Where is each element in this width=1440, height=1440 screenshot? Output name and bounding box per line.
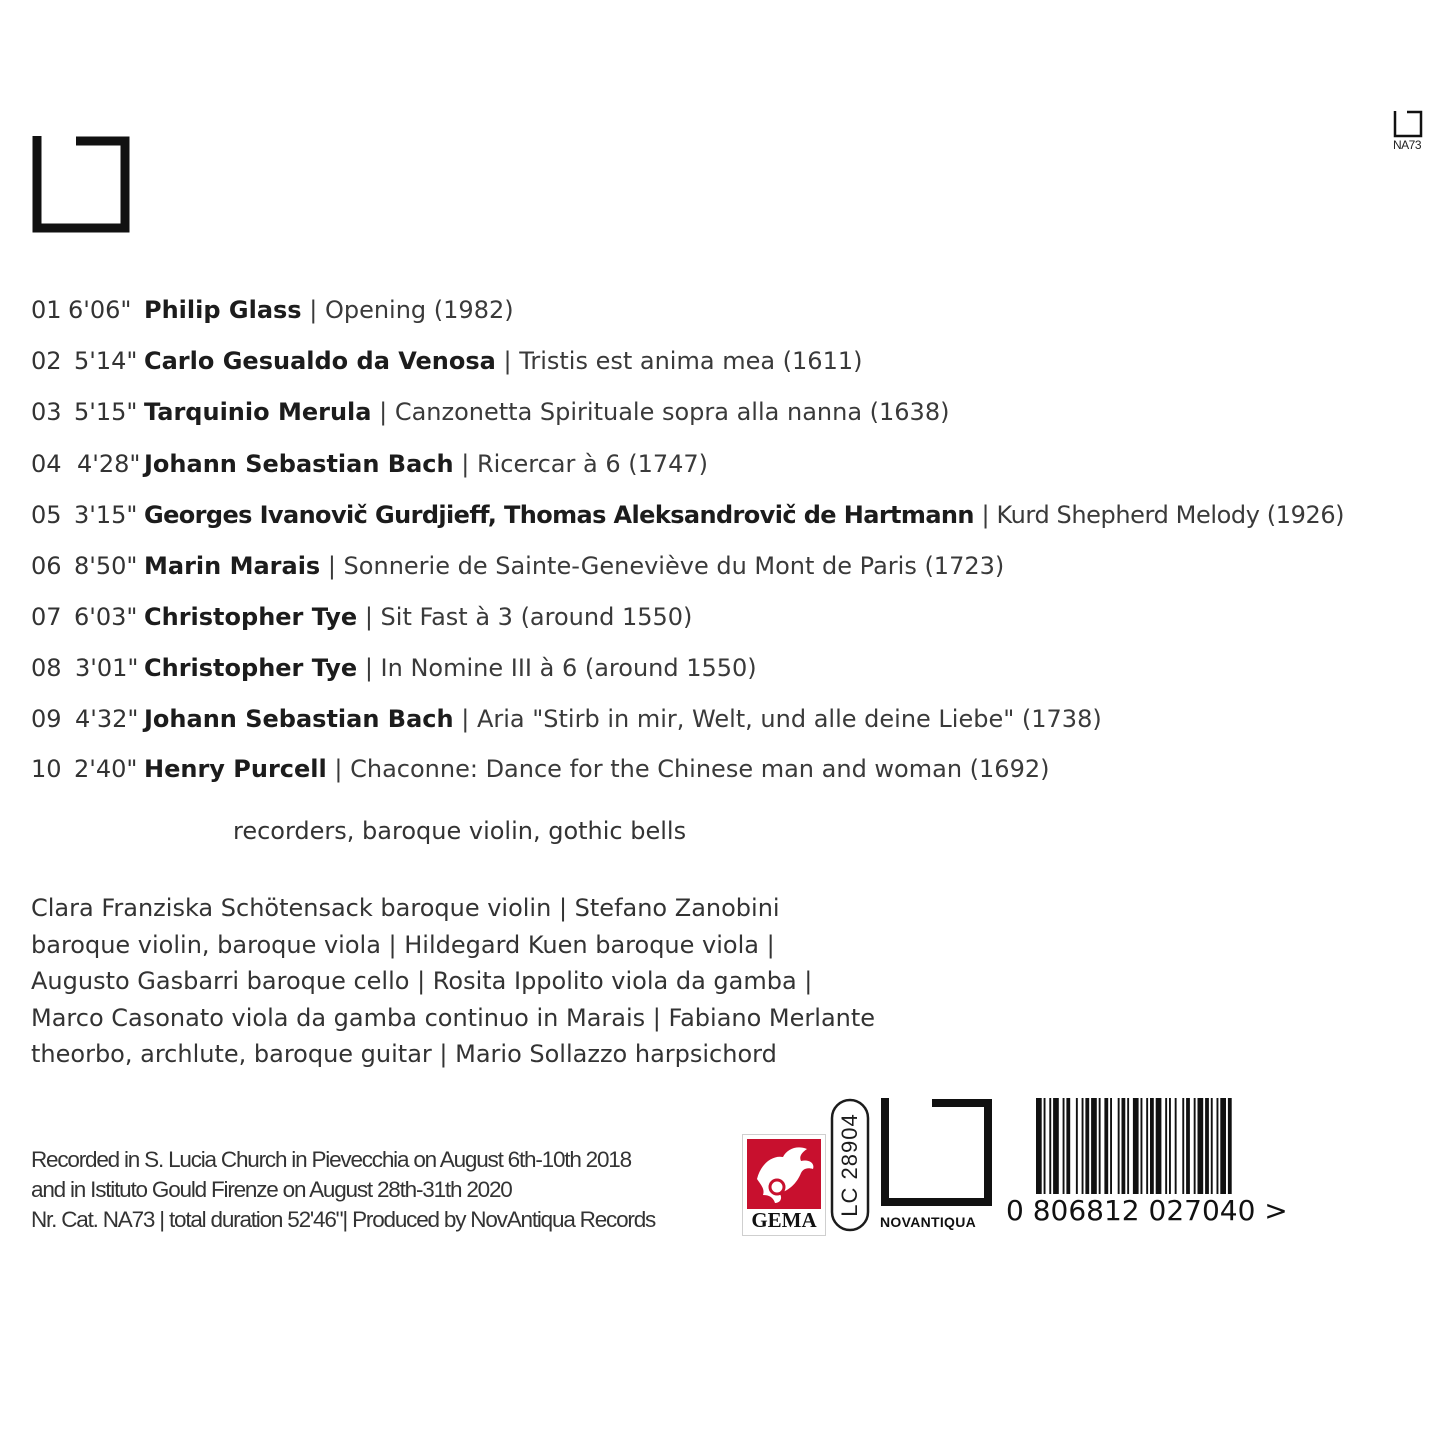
- barcode-bar: [1217, 1098, 1219, 1194]
- barcode-bar: [1186, 1098, 1190, 1194]
- barcode-bar: [1211, 1098, 1213, 1194]
- barcode-bar: [1118, 1098, 1120, 1194]
- barcode-bar: [1082, 1098, 1084, 1194]
- track-number: 06: [31, 552, 62, 580]
- track-duration: 5'15": [74, 398, 138, 426]
- track-description: [144, 344, 862, 378]
- performers-block: [31, 890, 951, 1073]
- track-composer: Carlo Gesualdo da Venosa: [144, 347, 496, 375]
- barcode-bar: [1194, 1098, 1196, 1194]
- track-description: [144, 395, 949, 429]
- barcode-bar: [1110, 1098, 1112, 1194]
- gema-label: GEMA: [751, 1208, 817, 1232]
- credits-line: and in Istituto Gould Firenze on August 28th-31th 2020: [31, 1177, 512, 1202]
- catalog-badge: [1393, 110, 1423, 158]
- barcode-bar: [1063, 1098, 1065, 1194]
- barcode-bar: [1228, 1098, 1232, 1194]
- barcode-bar: [1198, 1098, 1204, 1194]
- label-code-text: LC 28904: [837, 1113, 862, 1217]
- track-number: 10: [31, 755, 62, 783]
- novantiqua-logo-icon: [32, 136, 130, 233]
- track-work: | Aria "Stirb in mir, Welt, und alle deine Liebe" (1738): [461, 705, 1102, 733]
- track-description: [144, 447, 708, 481]
- barcode-bar: [1066, 1098, 1070, 1194]
- barcode-bar: [1049, 1098, 1051, 1194]
- barcode-bar: [1099, 1098, 1101, 1194]
- track-number: 09: [31, 705, 62, 733]
- track-number: 02: [31, 347, 62, 375]
- track-row: [31, 344, 863, 378]
- gema-logo: [742, 1134, 826, 1236]
- barcode-bar: [1076, 1098, 1078, 1194]
- barcode-bar: [1044, 1098, 1046, 1194]
- track-row: [31, 498, 1345, 532]
- track-work: | Ricercar à 6 (1747): [461, 450, 709, 478]
- track-composer: Christopher Tye: [144, 654, 358, 682]
- track-row: [31, 549, 1005, 583]
- track-work: | Canzonetta Spirituale sopra alla nanna (1638): [379, 398, 950, 426]
- performers-line: Clara Franziska Schötensack baroque violin | Stefano Zanobini: [31, 894, 780, 922]
- track-composer: Tarquinio Merula: [144, 398, 372, 426]
- barcode-bar: [1169, 1098, 1171, 1194]
- track-row: [31, 293, 514, 327]
- track-composer: Georges Ivanovič Gurdjieff, Thomas Aleksandrovič de Hartmann: [144, 501, 974, 529]
- track-row: [31, 447, 709, 481]
- barcode-bar: [1053, 1098, 1059, 1194]
- instruments-line: recorders, baroque violin, gothic bells: [233, 817, 687, 845]
- barcode-digits: 0 806812 027040 >: [1006, 1194, 1288, 1227]
- track-duration: 2'40": [74, 755, 138, 783]
- track-duration: 5'14": [74, 347, 138, 375]
- barcode-bars: [1006, 1096, 1326, 1196]
- barcode-bar: [1150, 1098, 1154, 1194]
- open-square-logo-icon: [880, 1098, 994, 1206]
- barcode-bar: [1182, 1098, 1184, 1194]
- barcode-bar: [1085, 1098, 1089, 1194]
- track-number: 07: [31, 603, 62, 631]
- performers-line: Augusto Gasbarri baroque cello | Rosita Ippolito viola da gamba |: [31, 967, 813, 995]
- track-composer: Marin Marais: [144, 552, 321, 580]
- track-duration: 4'28": [77, 450, 141, 478]
- track-description: [144, 293, 514, 327]
- performers-line: baroque violin, baroque viola | Hildegard Kuen baroque viola |: [31, 930, 775, 959]
- barcode-bar: [1141, 1098, 1143, 1194]
- track-duration: 3'15": [74, 501, 138, 529]
- barcode-bar: [1122, 1098, 1126, 1194]
- track-number: 05: [31, 501, 62, 529]
- track-duration: 6'06": [68, 296, 132, 324]
- track-description: [144, 600, 692, 634]
- track-composer: Philip Glass: [144, 296, 302, 324]
- track-work: | Chaconne: Dance for the Chinese man and woman (1692): [334, 755, 1050, 783]
- track-work: | Kurd Shepherd Melody (1926): [981, 501, 1345, 529]
- track-row: [31, 395, 950, 429]
- track-description: [144, 549, 1004, 583]
- track-work: | Opening (1982): [309, 296, 514, 324]
- barcode-bar: [1104, 1098, 1108, 1194]
- small-logo-icon: [1393, 110, 1423, 138]
- barcode-bar: [1205, 1098, 1209, 1194]
- track-duration: 4'32": [75, 705, 139, 733]
- track-composer: Christopher Tye: [144, 603, 358, 631]
- barcode-bar: [1146, 1098, 1148, 1194]
- performers-line: Marco Casonato viola da gamba continuo in Marais | Fabiano Merlante: [31, 1003, 876, 1032]
- barcode-bar: [1036, 1098, 1042, 1194]
- track-number: 01: [31, 296, 62, 324]
- track-description: [144, 498, 1344, 532]
- barcode-bar: [1175, 1098, 1177, 1194]
- track-row: [31, 651, 757, 685]
- track-row: [31, 752, 1050, 786]
- track-number: 04: [31, 450, 62, 478]
- track-description: [144, 752, 1049, 786]
- track-work: | Sit Fast à 3 (around 1550): [364, 603, 693, 631]
- track-duration: 3'01": [75, 654, 139, 682]
- barcode-bar: [1133, 1098, 1139, 1194]
- track-row: [31, 702, 1102, 736]
- track-work: | Sonnerie de Sainte-Geneviève du Mont de Paris (1723): [327, 552, 1005, 580]
- recording-credits: [31, 1145, 655, 1235]
- track-duration: 6'03": [74, 603, 138, 631]
- barcode-bar: [1127, 1098, 1129, 1194]
- track-number: 03: [31, 398, 62, 426]
- credits-line: Nr. Cat. NA73 | total duration 52'46"| Produced by NovAntiqua Records: [31, 1207, 656, 1232]
- track-description: [144, 651, 757, 685]
- track-composer: Henry Purcell: [144, 755, 327, 783]
- track-work: | In Nomine III à 6 (around 1550): [364, 654, 757, 682]
- label-code: [830, 1098, 870, 1232]
- track-work: | Tristis est anima mea (1611): [503, 347, 863, 375]
- barcode-bar: [1165, 1098, 1167, 1194]
- track-duration: 8'50": [74, 552, 138, 580]
- barcode-bar: [1091, 1098, 1097, 1194]
- barcode-bar: [1156, 1098, 1162, 1194]
- track-description: [144, 702, 1102, 736]
- track-number: 08: [31, 654, 62, 682]
- track-row: [31, 600, 693, 634]
- performers-line: theorbo, archlute, baroque guitar | Mario Sollazzo harpsichord: [31, 1040, 777, 1068]
- novantiqua-wordmark: NOVANTIQUA: [880, 1214, 977, 1230]
- credits-line: Recorded in S. Lucia Church in Pievecchia on August 6th-10th 2018: [31, 1147, 631, 1172]
- barcode-bar: [1220, 1098, 1226, 1194]
- track-composer: Johann Sebastian Bach: [144, 450, 454, 478]
- novantiqua-label-logo: [880, 1098, 994, 1230]
- gema-winged-horse-icon: [747, 1139, 821, 1209]
- track-composer: Johann Sebastian Bach: [144, 705, 454, 733]
- barcode: [1006, 1096, 1326, 1236]
- catalog-badge-number: NA73: [1393, 138, 1422, 152]
